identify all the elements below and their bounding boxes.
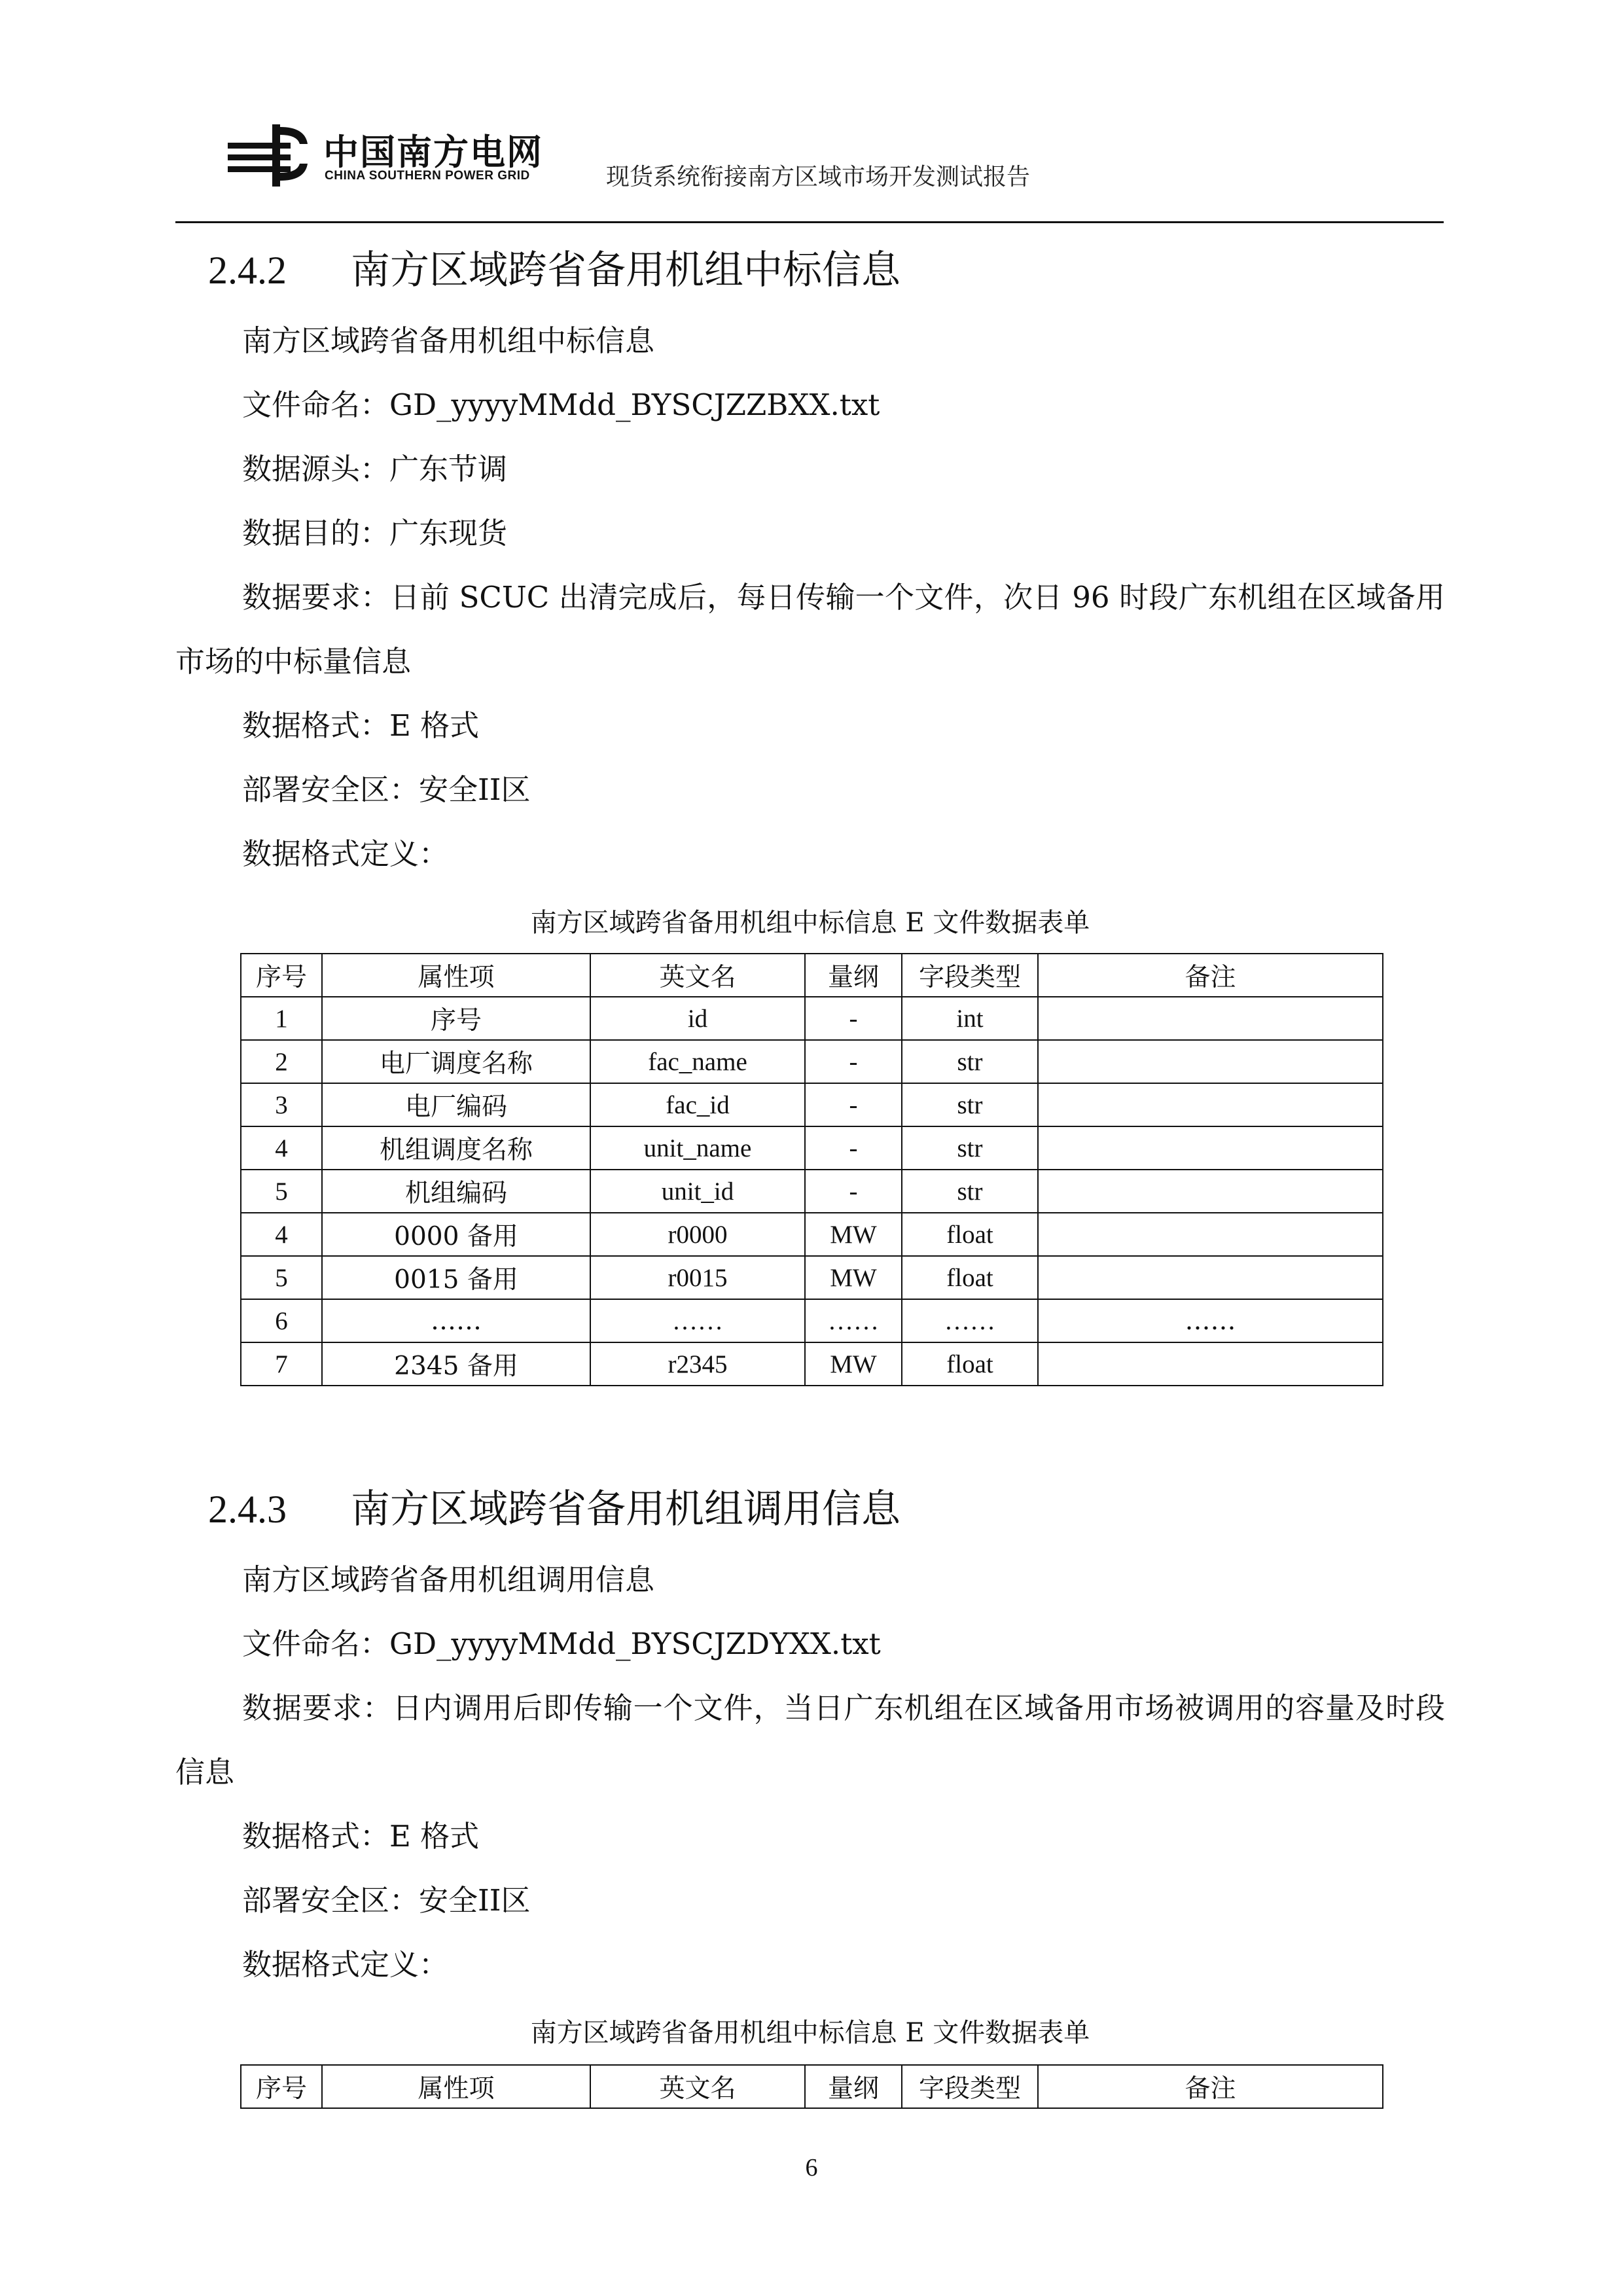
table-cell: 5 — [241, 1170, 322, 1213]
table-cell — [1038, 997, 1383, 1040]
logo-chinese-name: 中国南方电网 — [323, 132, 543, 173]
table-cell: unit_name — [590, 1126, 805, 1170]
table-cell: MW — [805, 1213, 902, 1256]
table-cell: …… — [805, 1299, 902, 1342]
document-title: 现货系统衔接南方区域市场开发测试报告 — [606, 164, 1031, 190]
table-header-cell: 英文名 — [590, 2065, 805, 2108]
file-naming-line: 文件命名：GD_yyyyMMdd_BYSCJZDYXX.txt — [242, 1626, 881, 1661]
data-table-dispatch-info — [240, 2064, 1383, 2109]
table-header-cell: 属性项 — [322, 2065, 590, 2108]
table-cell: fac_id — [590, 1083, 805, 1126]
table-cell: 3 — [241, 1083, 322, 1126]
table-cell: - — [805, 1083, 902, 1126]
table-row — [241, 1126, 1383, 1170]
table-row — [241, 997, 1383, 1040]
section-heading-2-4-2 — [208, 239, 901, 295]
table-cell: 1 — [241, 997, 322, 1040]
table-cell: …… — [902, 1299, 1038, 1342]
data-format-line: 数据格式：E 格式 — [242, 708, 480, 743]
file-naming-line: 文件命名：GD_yyyyMMdd_BYSCJZZBXX.txt — [242, 387, 880, 422]
table-cell: 0000 备用 — [322, 1213, 590, 1256]
table-cell — [1038, 1040, 1383, 1083]
table-header-cell: 备注 — [1038, 2065, 1383, 2108]
paragraph: 南方区域跨省备用机组调用信息 — [242, 1562, 655, 1597]
table-cell — [1038, 1256, 1383, 1299]
data-format-line: 数据格式：E 格式 — [242, 1819, 480, 1854]
table-caption: 南方区域跨省备用机组中标信息 E 文件数据表单 — [530, 2018, 1090, 2048]
table-header-cell: 备注 — [1038, 954, 1383, 997]
logo-english-name: CHINA SOUTHERN POWER GRID — [325, 169, 530, 183]
data-requirement-paragraph: 数据要求：日前 SCUC 出清完成后，每日传输一个文件，次日 96 时段广东机组在区域备用市场的中标量信息 — [175, 580, 1445, 679]
table-header-cell: 量纲 — [805, 954, 902, 997]
table-row — [241, 1040, 1383, 1083]
table-header-cell: 量纲 — [805, 2065, 902, 2108]
table-cell: 序号 — [322, 997, 590, 1040]
table-cell: id — [590, 997, 805, 1040]
table-cell: …… — [590, 1299, 805, 1342]
table-cell: 机组编码 — [322, 1170, 590, 1213]
data-table-bid-info — [240, 953, 1383, 1386]
section-number: 2.4.3 — [208, 1488, 287, 1531]
table-row — [241, 1083, 1383, 1126]
table-header-row — [241, 954, 1383, 997]
table-cell: 电厂编码 — [322, 1083, 590, 1126]
table-cell: 4 — [241, 1213, 322, 1256]
table-cell: str — [902, 1040, 1038, 1083]
table-cell: r0000 — [590, 1213, 805, 1256]
table-row — [241, 1256, 1383, 1299]
table-cell: r0015 — [590, 1256, 805, 1299]
table-cell: r2345 — [590, 1342, 805, 1386]
table-cell: 4 — [241, 1126, 322, 1170]
company-logo — [226, 118, 543, 196]
table-cell: MW — [805, 1256, 902, 1299]
table-cell: float — [902, 1256, 1038, 1299]
table-caption: 南方区域跨省备用机组中标信息 E 文件数据表单 — [530, 908, 1090, 938]
data-target-line: 数据目的：广东现货 — [242, 516, 508, 550]
table-cell: …… — [1038, 1299, 1383, 1342]
header-divider — [175, 221, 1444, 223]
table-cell: int — [902, 997, 1038, 1040]
table-cell: 2345 备用 — [322, 1342, 590, 1386]
table-header-cell: 字段类型 — [902, 2065, 1038, 2108]
table-cell — [1038, 1342, 1383, 1386]
table-header-cell: 属性项 — [322, 954, 590, 997]
table-cell — [1038, 1126, 1383, 1170]
table-cell: str — [902, 1083, 1038, 1126]
table-header-cell: 序号 — [241, 2065, 322, 2108]
security-zone-line: 部署安全区：安全II区 — [242, 1883, 531, 1918]
paragraph: 南方区域跨省备用机组中标信息 — [242, 323, 655, 358]
page-number: 6 — [805, 2154, 818, 2181]
table-row — [241, 1170, 1383, 1213]
table-cell: - — [805, 1170, 902, 1213]
page-header — [175, 98, 1444, 223]
table-cell: - — [805, 1126, 902, 1170]
data-source-line: 数据源头：广东节调 — [242, 452, 508, 486]
section-heading-2-4-3 — [208, 1478, 901, 1534]
data-requirement-paragraph: 数据要求：日内调用后即传输一个文件，当日广东机组在区域备用市场被调用的容量及时段信息 — [175, 1691, 1445, 1789]
table-cell: 电厂调度名称 — [322, 1040, 590, 1083]
table-cell: fac_name — [590, 1040, 805, 1083]
table-cell: float — [902, 1342, 1038, 1386]
table-cell — [1038, 1213, 1383, 1256]
security-zone-line: 部署安全区：安全II区 — [242, 772, 531, 807]
table-row — [241, 1213, 1383, 1256]
table-cell: 机组调度名称 — [322, 1126, 590, 1170]
format-definition-line: 数据格式定义： — [242, 836, 449, 871]
table-header-cell: 序号 — [241, 954, 322, 997]
table-cell: unit_id — [590, 1170, 805, 1213]
table-row — [241, 1299, 1383, 1342]
table-cell: …… — [322, 1299, 590, 1342]
format-definition-line: 数据格式定义： — [242, 1947, 449, 1982]
table-header-cell: 字段类型 — [902, 954, 1038, 997]
section-number: 2.4.2 — [208, 249, 287, 292]
table-cell: 6 — [241, 1299, 322, 1342]
table-header-row — [241, 2065, 1383, 2108]
table-row — [241, 1342, 1383, 1386]
table-header-cell: 英文名 — [590, 954, 805, 997]
grid-logo-icon — [226, 118, 318, 190]
table-cell: - — [805, 997, 902, 1040]
table-cell: str — [902, 1126, 1038, 1170]
table-cell: 5 — [241, 1256, 322, 1299]
table-cell — [1038, 1170, 1383, 1213]
table-cell: 7 — [241, 1342, 322, 1386]
table-cell: MW — [805, 1342, 902, 1386]
table-cell: 2 — [241, 1040, 322, 1083]
table-cell: float — [902, 1213, 1038, 1256]
table-cell: 0015 备用 — [322, 1256, 590, 1299]
section-title: 南方区域跨省备用机组中标信息 — [351, 247, 901, 293]
table-cell: - — [805, 1040, 902, 1083]
section-title: 南方区域跨省备用机组调用信息 — [351, 1486, 901, 1532]
table-cell — [1038, 1083, 1383, 1126]
table-cell: str — [902, 1170, 1038, 1213]
